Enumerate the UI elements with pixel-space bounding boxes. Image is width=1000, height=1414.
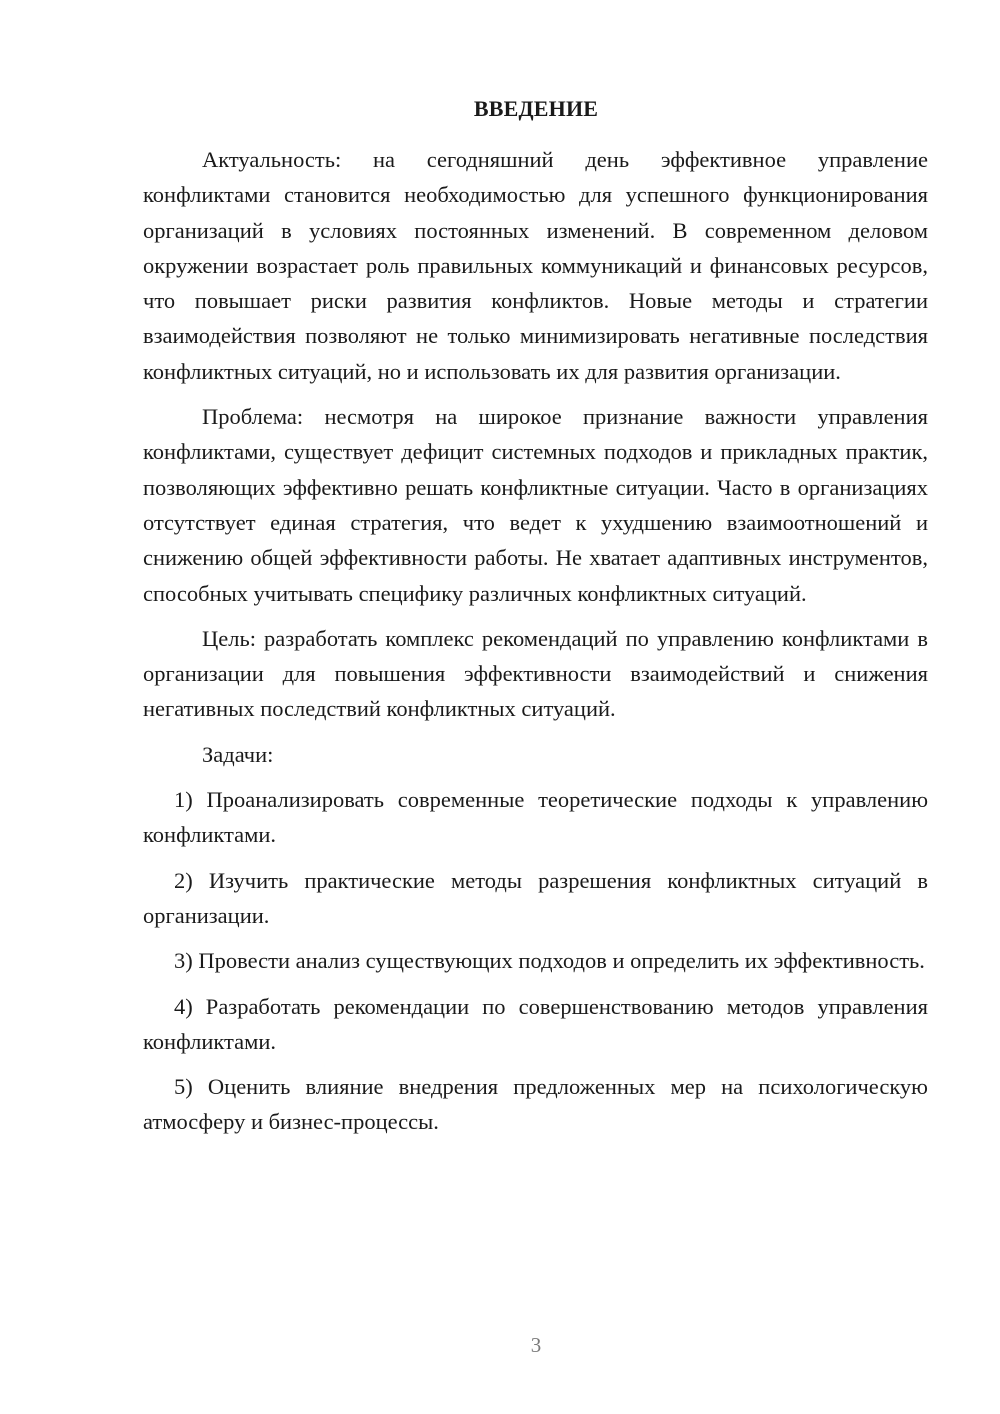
page-number: 3 bbox=[530, 1333, 542, 1357]
task-item-4: 4) Разработать рекомендации по совершенствованию методов управления конфликтами. bbox=[143, 993, 928, 1054]
tasks-label: Задачи: bbox=[202, 741, 274, 767]
page-title: ВВЕДЕНИЕ bbox=[473, 96, 599, 121]
task-item-2: 2) Изучить практические методы разрешения конфликтных ситуаций в организации. bbox=[143, 867, 928, 928]
document-body bbox=[143, 142, 928, 1150]
relevance-paragraph: Актуальность: на сегодняшний день эффективное управление конфликтами становится необходимостью для успешного функционирования организаций в условиях постоянных изменений. В современном деловом окружении возрастает роль правильных коммуникаций и финансовых ресурсов, что повышает риски развития конфликтов. Новые методы и стратегии взаимодействия позволяют не только минимизировать негативные последствия конфликтных ситуаций, но и использовать их для развития организации. bbox=[143, 147, 928, 384]
task-item-5: 5) Оценить влияние внедрения предложенных мер на психологическую атмосферу и бизнес-процессы. bbox=[143, 1074, 928, 1135]
task-item-1: 1) Проанализировать современные теоретические подходы к управлению конфликтами. bbox=[143, 787, 928, 848]
goal-paragraph: Цель: разработать комплекс рекомендаций по управлению конфликтами в организации для повышения эффективности взаимодействий и снижения негативных последствий конфликтных ситуаций. bbox=[143, 625, 928, 722]
task-item-3: 3) Провести анализ существующих подходов и определить их эффективность. bbox=[174, 948, 925, 974]
problem-paragraph: Проблема: несмотря на широкое признание важности управления конфликтами, существует дефицит системных подходов и прикладных практик, позволяющих эффективно решать конфликтные ситуации. Часто в организациях отсутствует единая стратегия, что ведет к ухудшению взаимоотношений и снижению общей эффективности работы. Не хватает адаптивных инструментов, способных учитывать специфику различных конфликтных ситуаций. bbox=[143, 404, 928, 606]
